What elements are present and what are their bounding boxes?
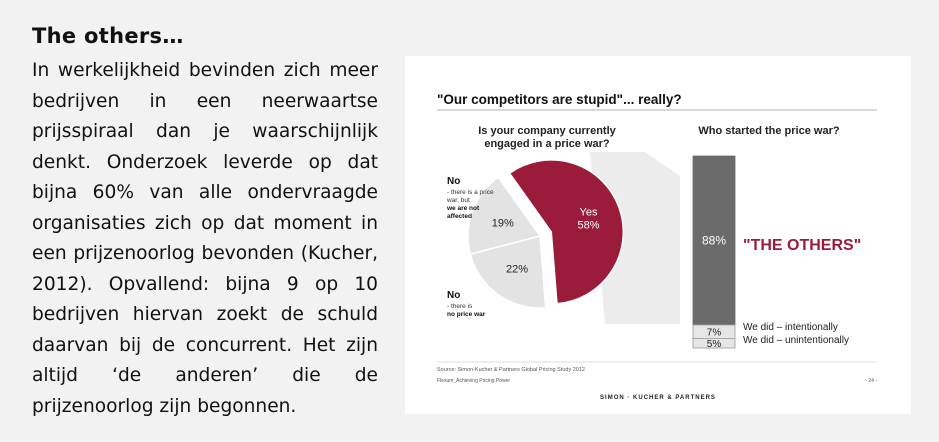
no-war-line2: no price war bbox=[447, 311, 486, 318]
stacked-bar-chart bbox=[693, 156, 735, 350]
no-affected-line1: - there is a price bbox=[447, 189, 494, 196]
pie-slice-label: Yes bbox=[579, 206, 598, 219]
footer-left: Flexum_Achieving Pricing Power bbox=[437, 378, 511, 384]
no-war-head: No bbox=[447, 290, 461, 301]
bar-title: Who started the price war? bbox=[698, 125, 840, 137]
slide-image bbox=[405, 56, 911, 414]
no-affected-line3: we are not bbox=[447, 205, 480, 212]
pie-title-line1: Is your company currently bbox=[478, 125, 616, 137]
bar-segment-label: 88% bbox=[701, 233, 727, 248]
no-affected-head: No bbox=[447, 176, 461, 187]
pie-slice-value-label: 22% bbox=[506, 263, 529, 276]
no-war-line1: - there is bbox=[447, 303, 473, 310]
the-others-callout: "THE OTHERS" bbox=[743, 237, 862, 254]
section-heading: The others… bbox=[32, 24, 184, 48]
footer-page-number: - 24 - bbox=[865, 378, 877, 384]
slide-title: "Our competitors are stupid"... really? bbox=[437, 92, 682, 107]
brand-logo: SIMON · KUCHER & PARTNERS bbox=[600, 395, 716, 401]
legend-unintentional: We did – unintentionally bbox=[743, 335, 849, 346]
slide-graphic bbox=[405, 56, 911, 414]
body-paragraph: In werkelijkheid bevinden zich meer bedrijven in een neerwaartse prijsspiraal dan je waarschijnlijk denkt. Onderzoek leverde op dat bijna 60% van alle ondervraagde organisaties zich op dat moment in een prijzenoorlog bevonden (Kucher, 2012). Opvallend: bijna 9 op 10 bedrijven hiervan zoekt de schuld daarvan bij de concurrent. Het zijn altijd ‘de anderen’ die de prijzenoorlog zijn begonnen. bbox=[32, 60, 378, 417]
pie-title-line2: engaged in a price war? bbox=[484, 138, 610, 150]
pie-slice-value-label: 19% bbox=[491, 217, 514, 230]
source-note: Source: Simon-Kucher & Partners Global Pricing Study 2012 bbox=[437, 367, 585, 373]
legend-intentional: We did – intentionally bbox=[743, 322, 838, 333]
bar-segment-label: 5% bbox=[706, 339, 722, 351]
no-affected-line4: affected bbox=[447, 213, 472, 220]
bar-segment-label: 7% bbox=[706, 327, 722, 339]
no-affected-line2: war, but bbox=[447, 197, 470, 204]
pie-slice-value-label: 58% bbox=[577, 219, 600, 232]
pie-chart bbox=[468, 160, 623, 308]
